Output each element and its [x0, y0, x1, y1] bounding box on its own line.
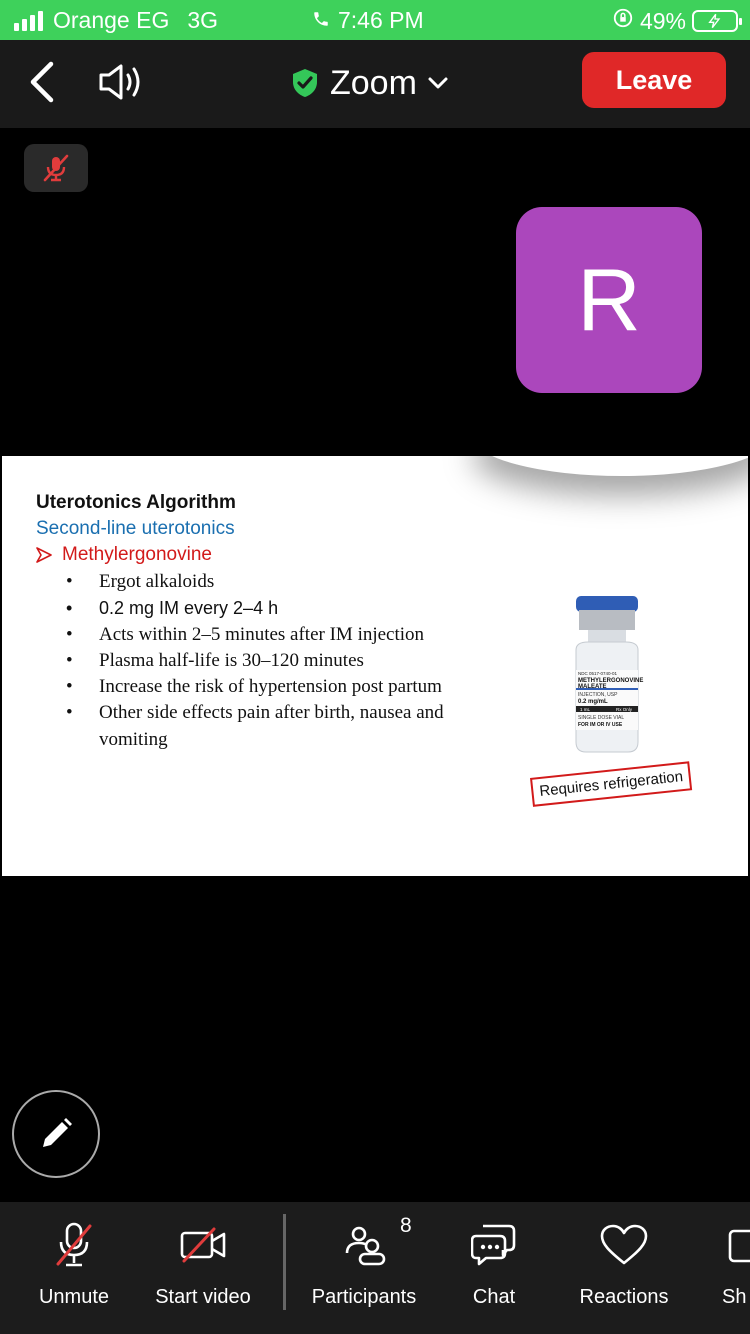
meeting-title[interactable] — [290, 60, 449, 106]
bullet-item: • Other side effects pain after birth, nausea and vomiting — [64, 700, 494, 753]
battery-percent: 49% — [639, 7, 686, 34]
refrigeration-note: Requires refrigeration — [530, 761, 692, 807]
share-button[interactable] — [722, 1220, 750, 1309]
chat-label: Chat — [472, 1286, 516, 1308]
slide-subtitle: Second-line uterotonics — [36, 518, 235, 539]
drug-name: Methylergonovine — [62, 544, 212, 565]
slide-drug-heading — [36, 544, 212, 566]
unmute-label: Unmute — [38, 1286, 110, 1308]
mic-off-icon — [52, 1220, 96, 1270]
arrow-bullet-icon — [36, 547, 52, 563]
vial-route: FOR IM OR IV USE — [578, 722, 623, 728]
bullet-item: • Plasma half-life is 30–120 minutes — [64, 648, 494, 674]
chat-icon — [471, 1222, 517, 1268]
start-video-button[interactable] — [148, 1220, 258, 1309]
vial-name1: METHYLERGONOVINE — [578, 678, 644, 684]
app-title: Zoom — [330, 63, 417, 102]
slide-bullet-list — [64, 569, 494, 753]
chevron-down-icon — [427, 76, 449, 90]
mic-off-icon — [41, 153, 71, 183]
share-icon — [722, 1225, 750, 1265]
participants-count: 8 — [400, 1214, 412, 1237]
speaker-icon — [97, 62, 147, 102]
start-video-label: Start video — [155, 1286, 251, 1308]
reactions-label: Reactions — [579, 1286, 669, 1308]
heart-icon — [599, 1223, 649, 1267]
back-button[interactable] — [22, 58, 62, 106]
video-off-icon — [178, 1225, 228, 1265]
vial-strength: 0.2 mg/mL — [578, 699, 608, 705]
participants-label: Participants — [311, 1286, 417, 1308]
reactions-button[interactable] — [574, 1220, 674, 1309]
battery-info — [612, 7, 738, 35]
carrier-info — [14, 7, 218, 34]
toolbar-divider — [283, 1214, 286, 1310]
pencil-icon — [37, 1115, 75, 1153]
unmute-button[interactable] — [34, 1220, 114, 1309]
shield-check-icon — [290, 67, 320, 99]
vial-ndc: NDC 0517-0740-01 — [578, 671, 618, 676]
leave-button[interactable]: Leave — [582, 52, 726, 108]
carrier-name: Orange EG — [53, 7, 170, 33]
bullet-item: • Acts within 2–5 minutes after IM injection — [64, 622, 494, 648]
phone-icon — [312, 7, 330, 34]
battery-icon — [692, 10, 738, 32]
shared-screen-slide[interactable] — [2, 456, 748, 876]
bullet-item: • 0.2 mg IM every 2–4 h — [64, 595, 494, 621]
orientation-lock-icon — [612, 7, 634, 35]
bullet-item: • Ergot alkaloids — [64, 569, 494, 595]
vial-name2: MALEATE — [578, 684, 607, 690]
annotate-button[interactable] — [12, 1090, 100, 1178]
status-bar — [0, 0, 750, 40]
vial-rx: Rx Only — [616, 707, 633, 712]
network-type: 3G — [187, 7, 219, 33]
meeting-toolbar — [0, 1202, 750, 1334]
slide-title: Uterotonics Algorithm — [36, 492, 236, 513]
speaker-button[interactable] — [96, 60, 148, 104]
chevron-left-icon — [27, 60, 57, 104]
participant-avatar[interactable]: R — [516, 207, 702, 393]
signal-icon — [14, 11, 43, 31]
vial-type: SINGLE DOSE VIAL — [578, 715, 625, 721]
vial-volume: 1 mL — [580, 707, 591, 712]
vial-form: INJECTION, USP — [578, 692, 618, 698]
participants-icon — [342, 1223, 386, 1267]
chat-button[interactable] — [464, 1220, 524, 1309]
meeting-top-bar — [0, 40, 750, 128]
vial-image — [570, 594, 644, 756]
call-time — [312, 7, 424, 34]
slide-shadow — [472, 456, 748, 476]
share-label: Sh — [722, 1286, 747, 1308]
clock-time: 7:46 PM — [338, 7, 424, 33]
bullet-item: • Increase the risk of hypertension post partum — [64, 674, 494, 700]
muted-indicator — [24, 144, 88, 192]
